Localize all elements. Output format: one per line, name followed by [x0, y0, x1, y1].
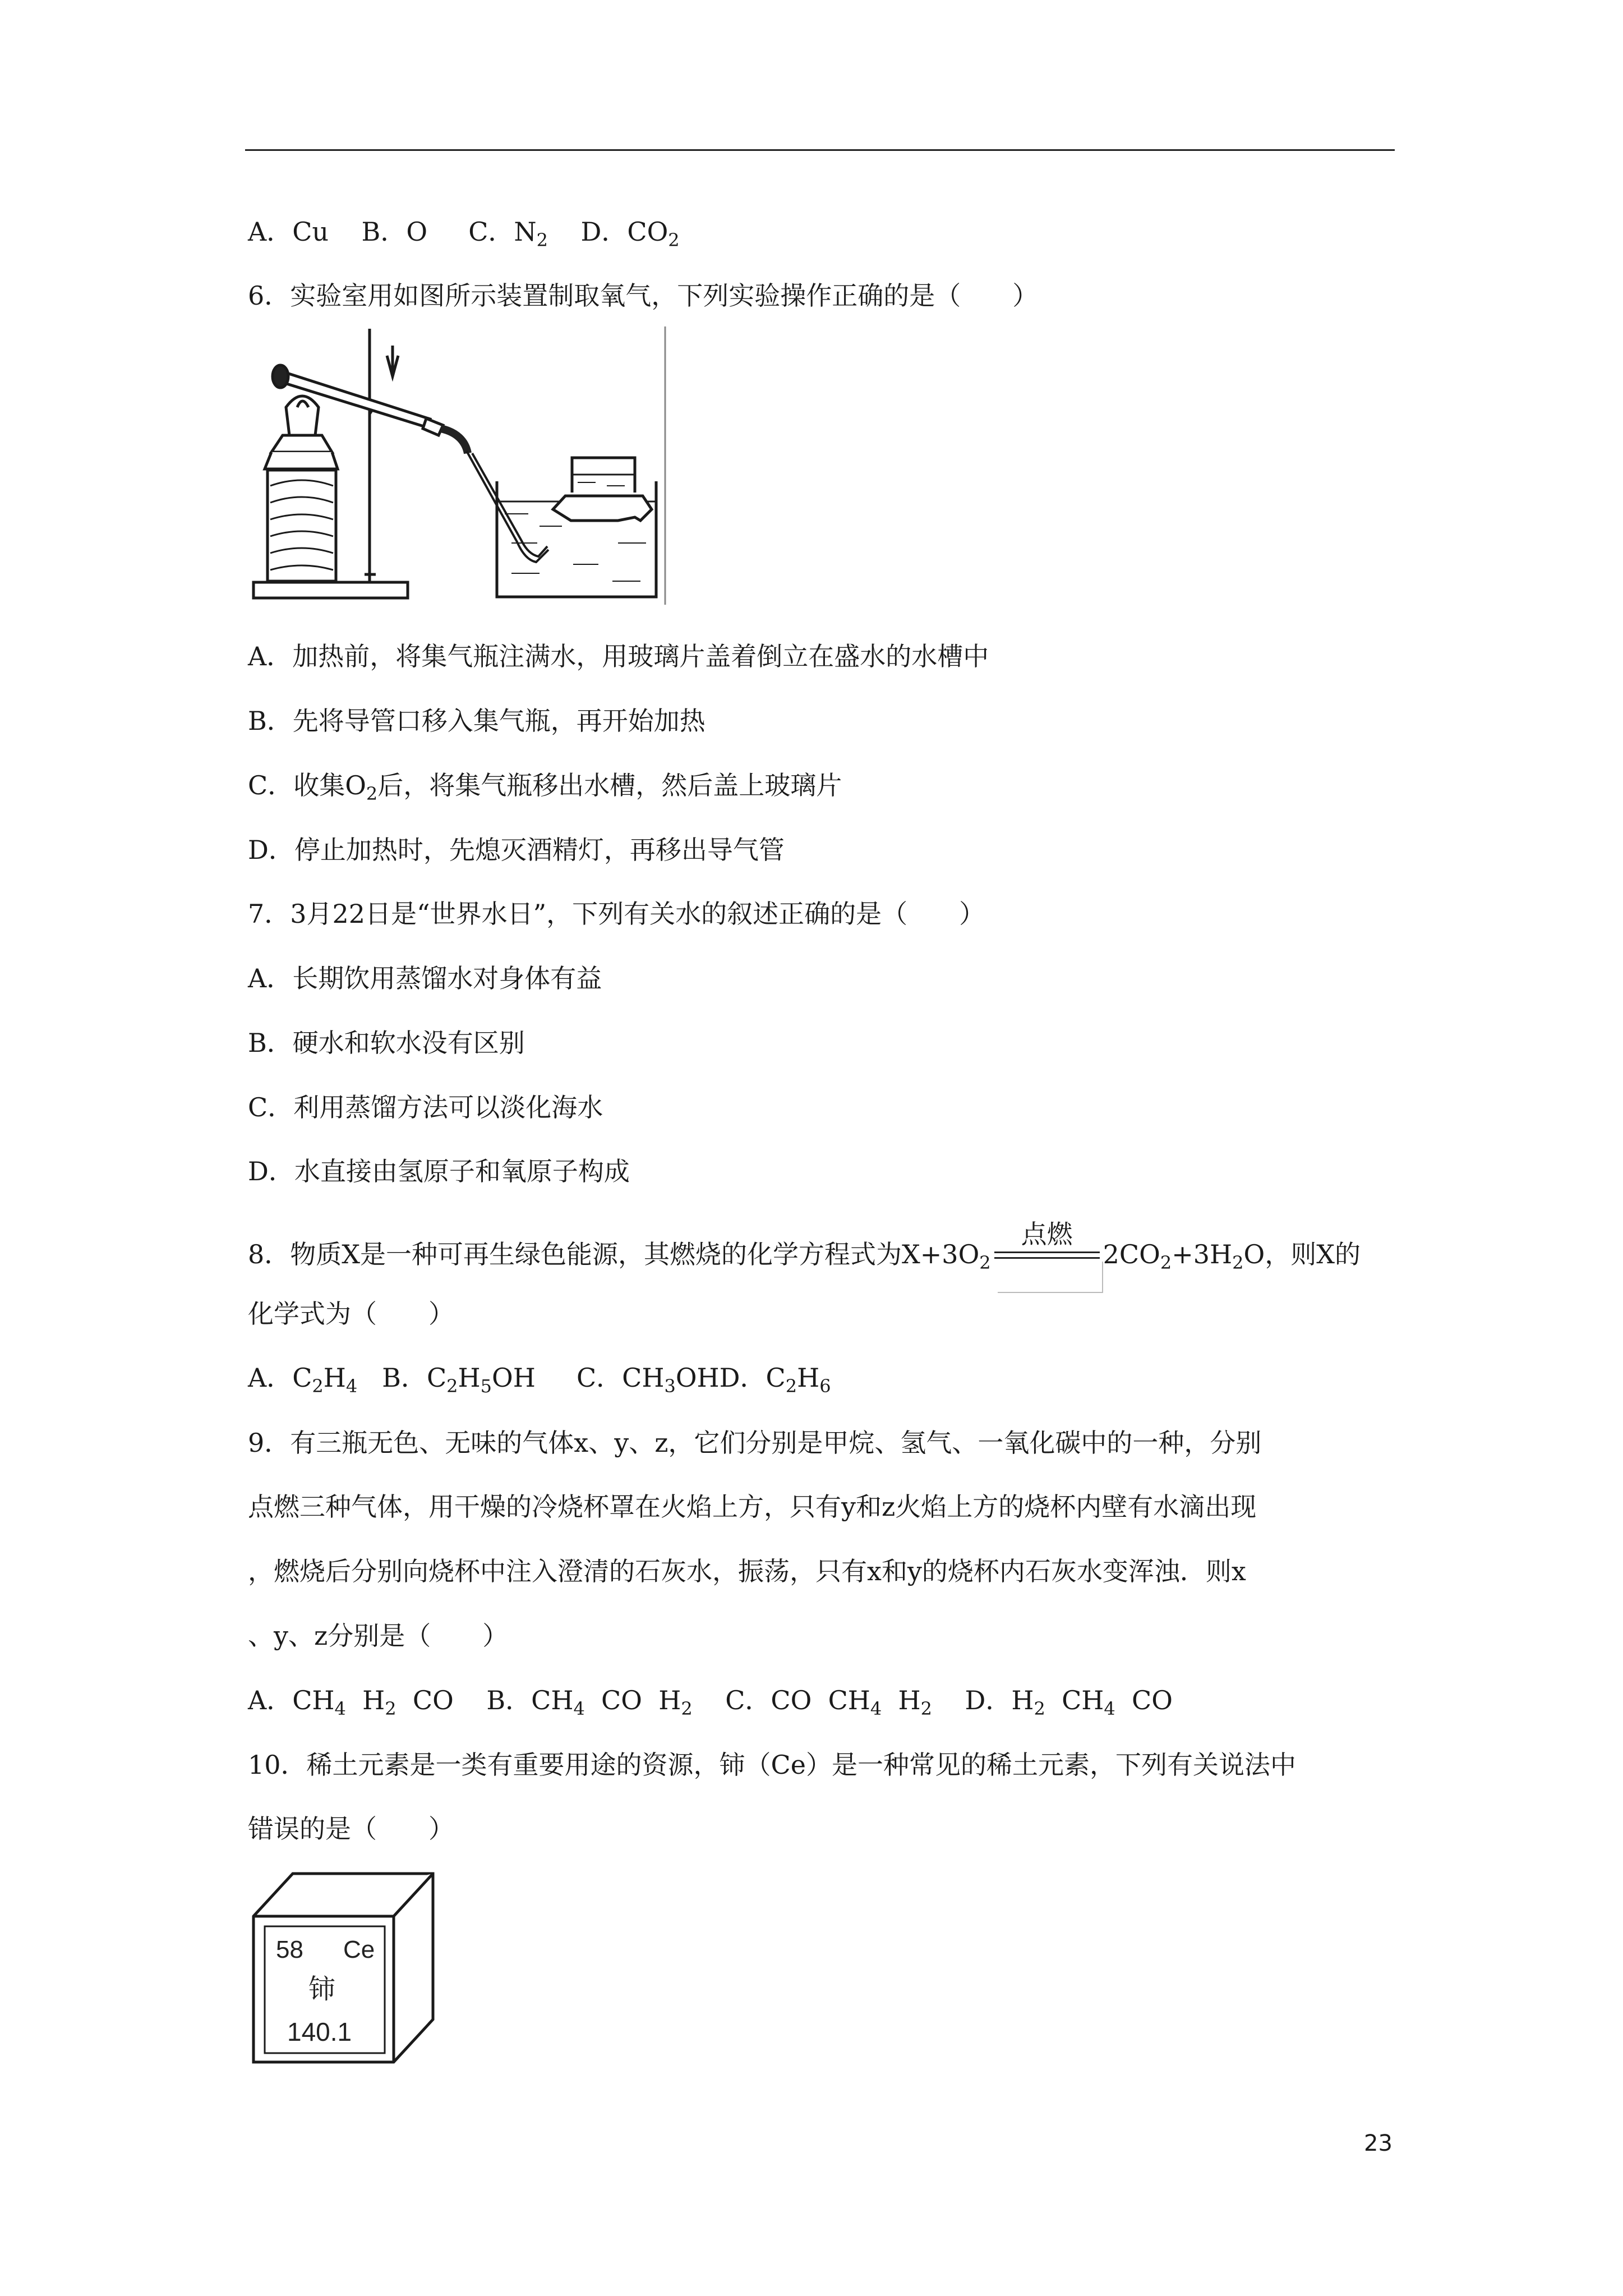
q6-option-b: B．先将导管口移入集气瓶，再开始加热: [248, 706, 706, 736]
q8-stem-line2: 化学式为（ ）: [248, 1299, 454, 1329]
q6-option-d: D．停止加热时，先熄灭酒精灯，再移出导气管: [248, 835, 785, 865]
q7-option-a: A．长期饮用蒸馏水对身体有益: [248, 963, 602, 993]
q9-line2: 点燃三种气体，用干燥的冷烧杯罩在火焰上方，只有y和z火焰上方的烧杯内壁有水滴出现: [248, 1492, 1257, 1522]
oxygen-apparatus-figure: [248, 323, 670, 605]
q9-line4: 、y、z分别是（ ）: [248, 1621, 509, 1651]
q10-line1: 10．稀土元素是一类有重要用途的资源，铈（Ce）是一种常见的稀土元素，下列有关说法中: [248, 1750, 1296, 1780]
reaction-condition-label: 点燃: [1021, 1219, 1073, 1249]
q8-option-b: B．$C_2H_5OH$: [382, 1363, 536, 1397]
q8-option-c: C．$CH_3OH$: [576, 1363, 720, 1397]
q9-option-b: B．$CH_4$ CO $H_2$: [486, 1685, 693, 1719]
reaction-condition: [992, 1220, 1102, 1293]
q9-option-c: C．CO $CH_4$ $H_2$: [725, 1685, 932, 1719]
q7-option-d: D．水直接由氢原子和氧原子构成: [248, 1156, 630, 1186]
q6-stem: 6．实验室用如图所示装置制取氧气，下列实验操作正确的是（ ）: [248, 280, 1039, 311]
q5-option-c: C．$N_2$: [468, 217, 548, 251]
q5-option-d: D．$CO_2$: [580, 217, 680, 251]
q9-option-d: D．$H_2$ $CH_4$ CO: [965, 1685, 1173, 1719]
cerium-name: 铈: [308, 1973, 336, 2005]
q9-line1: 9．有三瓶无色、无味的气体x、y、z，它们分别是甲烷、氢气、一氧化碳中的一种，分别: [248, 1428, 1262, 1458]
q5-option-b: B．O: [361, 217, 428, 247]
cerium-symbol: Ce: [343, 1936, 375, 1963]
page-number: 23: [1364, 2131, 1393, 2156]
q7-option-c: C．利用蒸馏方法可以淡化海水: [248, 1092, 603, 1122]
q9-options: [248, 1683, 1173, 1726]
q5-option-a: A．Cu: [248, 217, 329, 247]
q9-option-a: A．$CH_4$ $H_2$ CO: [248, 1685, 454, 1719]
cerium-atomic-number: 58: [276, 1936, 303, 1963]
q5-options: [248, 215, 680, 257]
q8-options: [248, 1361, 831, 1403]
q8-option-d: D．$C_2H_6$: [719, 1363, 831, 1397]
q7-option-b: B．硬水和软水没有区别: [248, 1028, 525, 1058]
q6-option-a: A．加热前，将集气瓶注满水，用玻璃片盖着倒立在盛水的水槽中: [248, 641, 989, 671]
q8-stem: 8．物质X是一种可再生绿色能源，其燃烧的化学方程式为$X+3O_2$ 点燃 $2CO_2+3H_2O$，则X的: [248, 1220, 1361, 1293]
q6-option-c: C．收集$O_2$后，将集气瓶移出水槽，然后盖上玻璃片: [248, 770, 842, 804]
cerium-element-card: [248, 1868, 439, 2068]
cerium-atomic-mass: 140.1: [287, 2017, 352, 2046]
q10-line2: 错误的是（ ）: [248, 1814, 454, 1844]
header-rule: [245, 149, 1395, 151]
q7-stem: 7．3月22日是“世界水日”，下列有关水的叙述正确的是（ ）: [248, 899, 985, 929]
q8-option-a: A．$C_2H_4$: [248, 1363, 358, 1397]
q9-line3: ，燃烧后分别向烧杯中注入澄清的石灰水，振荡，只有x和y的烧杯内石灰水变浑浊．则x: [248, 1556, 1246, 1586]
